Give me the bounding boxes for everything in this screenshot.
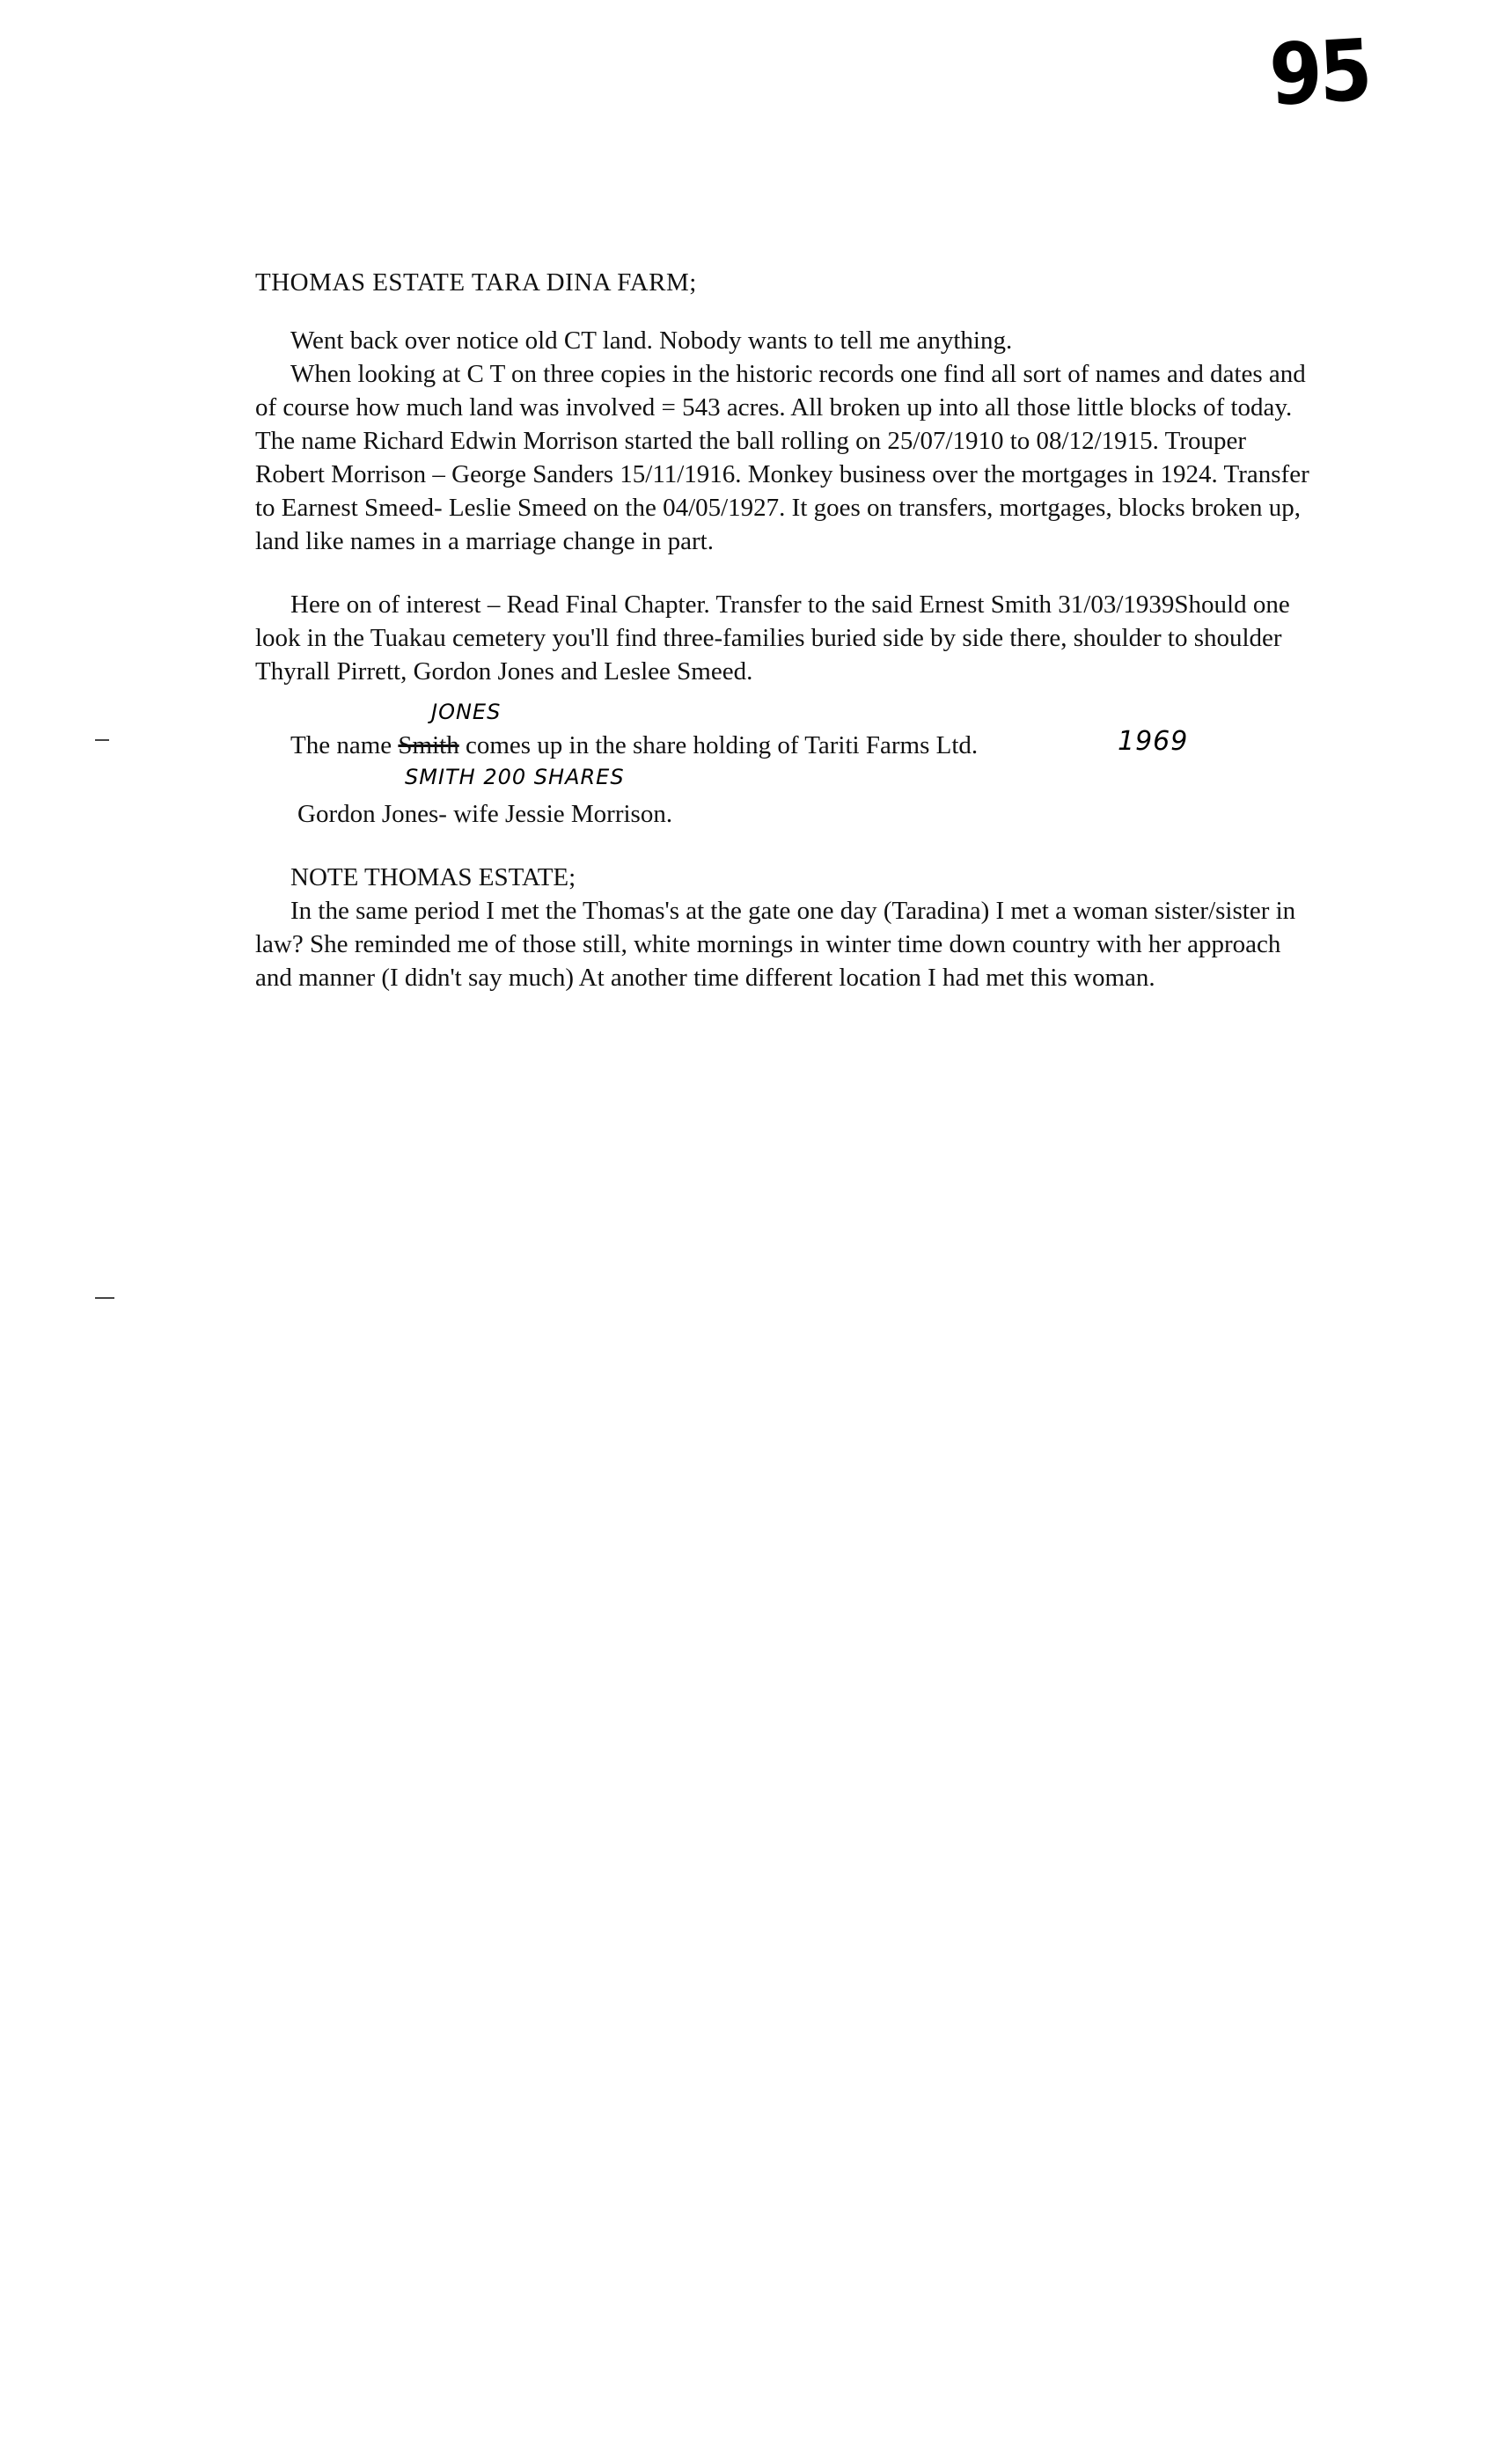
document-body [255,266,1311,994]
struck-out-name: Smith [398,731,459,759]
paragraph-spacer [255,558,1311,588]
margin-mark-top [95,739,109,741]
share-holding-text [290,729,978,762]
share-holding-line [255,700,1311,789]
handwritten-correction: JONES [431,700,502,724]
note-paragraph: In the same period I met the Thomas's at the gate one day (Taradina) I met a woman sister/sister in law? She reminded me of those still, white mornings in winter time down country with her approach and manner (I didn't say much) At another time different location I had met this woman. [255,897,1296,992]
handwritten-year: 1969 [1118,726,1189,757]
paragraph-final-chapter: Here on of interest – Read Final Chapter. Transfer to the said Ernest Smith 31/03/1939Should one look in the Tuakau cemetery you'll find three-families buried side by side there, shoulder to shoulder Thyrall Pirrett, Gordon Jones and Leslee Smeed. [255,590,1290,686]
paragraph-records: When looking at C T on three copies in the historic records one find all sort of names and dates and of course how much land was involved = 543 acres. All broken up into all those little blocks of today. The name Richard Edwin Morrison started the ball rolling on 25/07/1910 to 08/12/1915. Trouper Robert Morrison – George Sanders 15/11/1916. Monkey business over the mortgages in 1924. Transfer to Earnest Smeed- Leslie Smeed on the 04/05/1927. It goes on transfers, mortgages, blocks broken up, land like names in a marriage change in part. [255,360,1309,555]
document-heading: THOMAS ESTATE TARA DINA FARM; [255,268,697,297]
page-number: 95 [1267,20,1372,125]
share-holding-suffix: comes up in the share holding of Tariti Farms Ltd. [458,731,979,759]
margin-mark-bottom [95,1297,114,1299]
handwritten-shares-note: SMITH 200 SHARES [405,765,625,789]
share-holding-prefix: The name [290,731,399,759]
wife-line: Gordon Jones- wife Jessie Morrison. [297,800,673,828]
paragraph-notice: Went back over notice old CT land. Nobody wants to tell me anything. [290,326,1013,355]
note-heading: NOTE THOMAS ESTATE; [290,863,576,891]
